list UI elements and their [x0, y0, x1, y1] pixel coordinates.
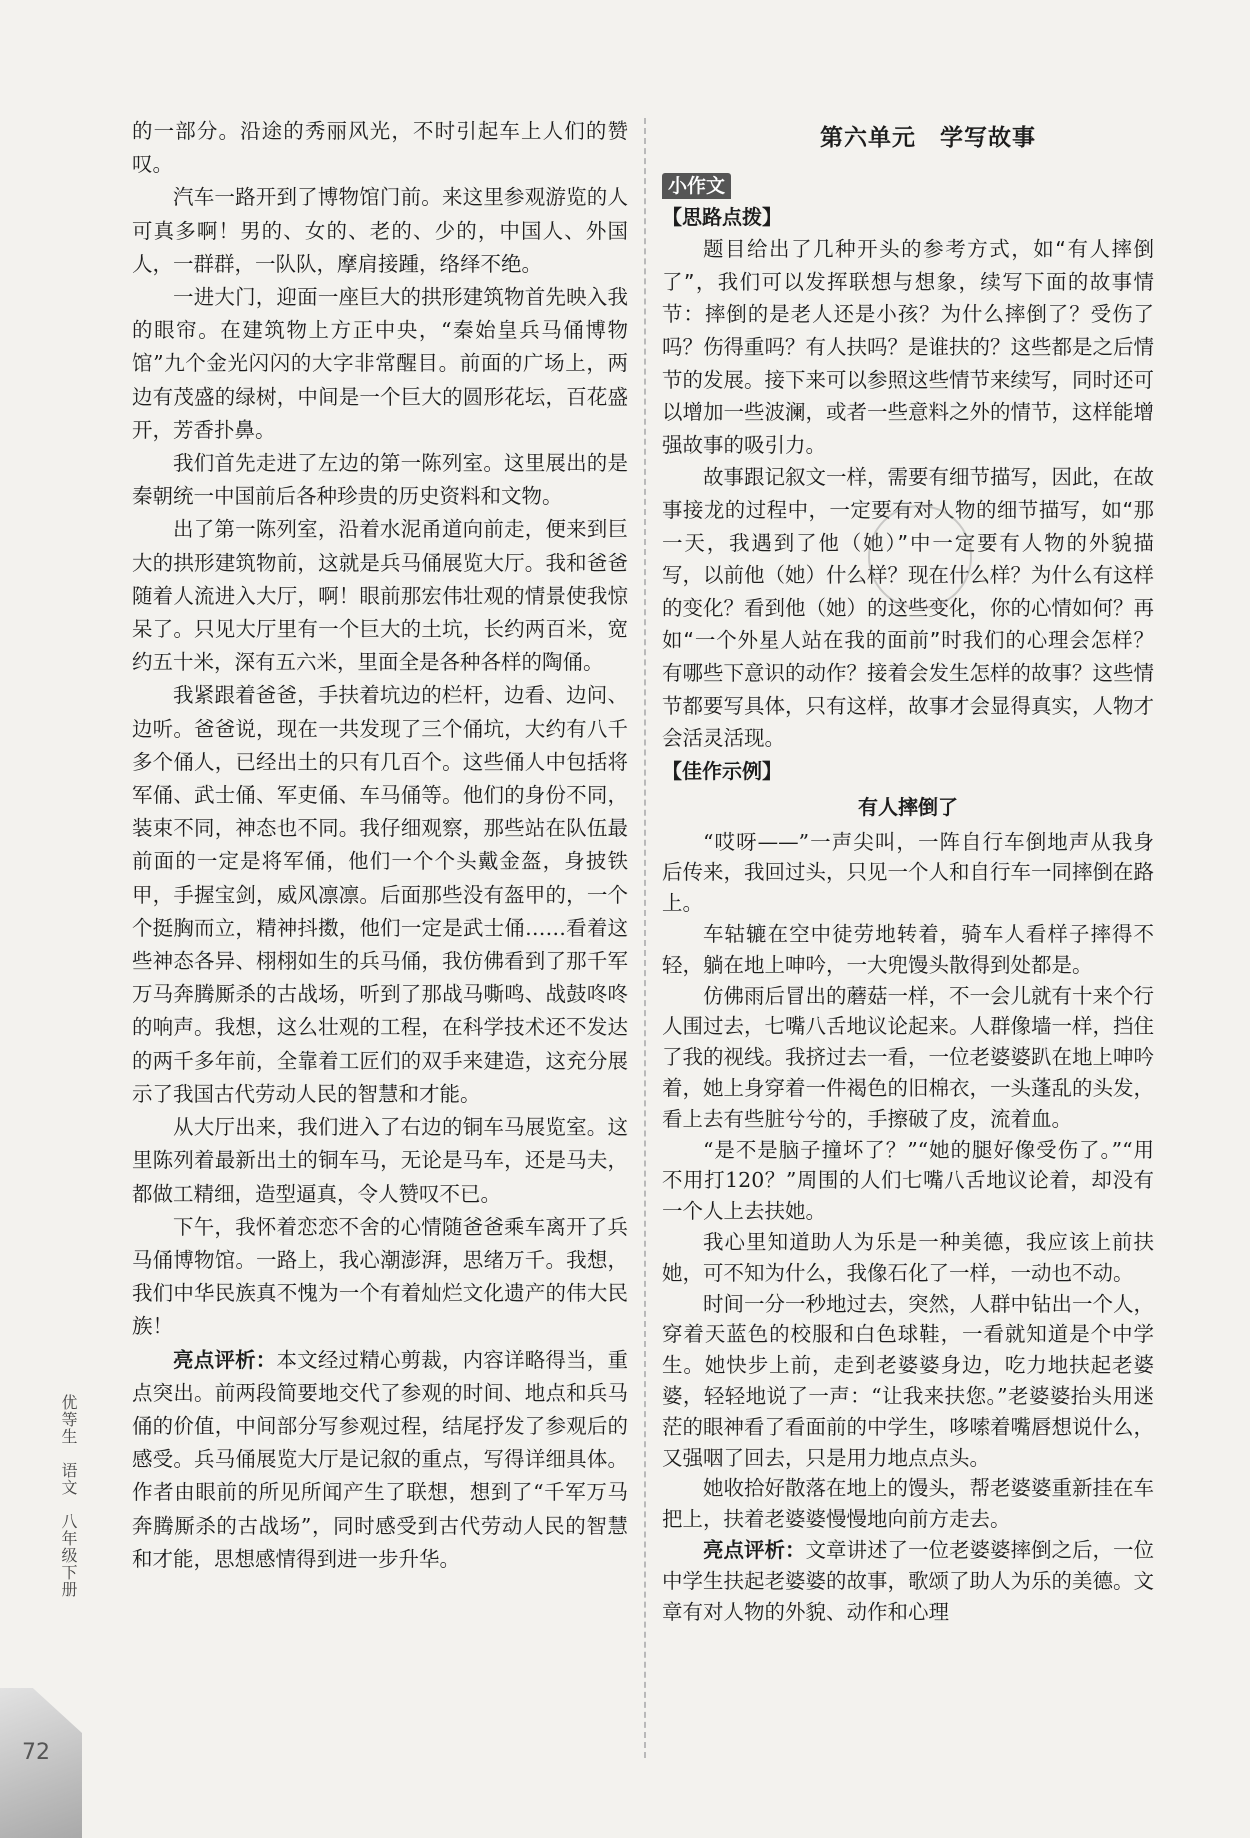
- left-paragraph: 汽车一路开到了博物馆门前。来这里参观游览的人可真多啊！男的、女的、老的、少的，中国人、外国人，一群群，一队队，摩肩接踵，络绎不绝。: [132, 185, 628, 276]
- essay-paragraph: 仿佛雨后冒出的蘑菇一样，不一会儿就有十来个行人围过去，七嘴八舌地议论起来。人群像墙一样，挡住了我的视线。我挤过去一看，一位老婆婆趴在地上呻吟着，她上身穿着一件褐色的旧棉衣，一头蓬乱的头发，看上去有些脏兮兮的，手擦破了皮，流着血。: [662, 983, 1154, 1131]
- left-paragraph: 下午，我怀着恋恋不舍的心情随爸爸乘车离开了兵马俑博物馆。一路上，我心潮澎湃，思绪万千。我想，我们中华民族真不愧为一个有着灿烂文化遗产的伟大民族！: [132, 1214, 628, 1339]
- unit-title: 第六单元 学写故事: [820, 125, 1036, 151]
- thinking-heading: 【思路点拨】: [662, 205, 782, 230]
- left-column: [132, 115, 628, 1576]
- comment-label: 亮点评析：: [173, 1347, 277, 1372]
- essay-paragraph: 她收拾好散落在地上的馒头，帮老婆婆重新挂在车把上，扶着老婆婆慢慢地向前方走去。: [662, 1476, 1154, 1532]
- comment-text: 本文经过精心剪裁，内容详略得当，重点突出。前两段简要地交代了参观的时间、地点和兵马俑的价值，中间部分写参观过程，结尾抒发了参观后的感受。兵马俑展览大厅是记叙的重点，写得详细具体。作者由眼前的所见所闻产生了联想，想到了“千军万马奔腾厮杀的古战场”，同时感受到古代劳动人民的智慧和才能，思想感情得到进一步升华。: [132, 1347, 628, 1571]
- example-heading: 【佳作示例】: [662, 758, 782, 783]
- stamp-mark: [868, 505, 972, 609]
- comment-label: 亮点评析：: [703, 1538, 806, 1563]
- thinking-paragraph: 故事跟记叙文一样，需要有细节描写，因此，在故事接龙的过程中，一定要有对人物的细节描写，如“那一天，我遇到了他（她）”中一定要有人物的外貌描写，以前他（她）什么样？现在什么样？为什么有这样的变化？看到他（她）的这些变化，你的心情如何？再如“一个外星人站在我的面前”时我们的心理会怎样？有哪些下意识的动作？接着会发生怎样的故事？这些情节都要写具体，只有这样，故事才会显得真实，人物才会活灵活现。: [662, 465, 1154, 751]
- book-series-label: 优等生 语文 八年级下册: [59, 1394, 78, 1598]
- section-badge: 小作文: [662, 173, 731, 199]
- left-paragraph: 一进大门，迎面一座巨大的拱形建筑物首先映入我的眼帘。在建筑物上方正中央，“秦始皇兵马俑博物馆”九个金光闪闪的大字非常醒目。前面的广场上，两边有茂盛的绿树，中间是一个巨大的圆形花坛，百花盛开，芳香扑鼻。: [132, 285, 628, 442]
- left-paragraph: 的一部分。沿途的秀丽风光，不时引起车上人们的赞叹。: [132, 119, 628, 177]
- thinking-paragraph: 题目给出了几种开头的参考方式，如“有人摔倒了”，我们可以发挥联想与想象，续写下面的故事情节：摔倒的是老人还是小孩？为什么摔倒了？受伤了吗？伤得重吗？有人扶吗？是谁扶的？这些都是之后情节的发展。接下来可以参照这些情节来续写，同时还可以增加一些波澜，或者一些意料之外的情节，这样能增强故事的吸引力。: [662, 237, 1154, 457]
- left-paragraph: 我们首先走进了左边的第一陈列室。这里展出的是秦朝统一中国前后各种珍贵的历史资料和文物。: [132, 451, 628, 509]
- essay-paragraph: “哎呀——”一声尖叫，一阵自行车倒地声从我身后传来，我回过头，只见一个人和自行车一同摔倒在路上。: [662, 829, 1154, 916]
- right-comment: [662, 1535, 1154, 1627]
- right-column: [662, 118, 1154, 1627]
- essay-paragraph: 车轱辘在空中徒劳地转着，骑车人看样子摔得不轻，躺在地上呻吟，一大兜馒头散得到处都是。: [662, 922, 1154, 977]
- page-number: 72: [22, 1740, 50, 1765]
- left-paragraph: 出了第一陈列室，沿着水泥甬道向前走，便来到巨大的拱形建筑物前，这就是兵马俑展览大厅。我和爸爸随着人流进入大厅，啊！眼前那宏伟壮观的情景使我惊呆了。只见大厅里有一个巨大的土坑，长约两百米，宽约五十米，深有五六米，里面全是各种各样的陶俑。: [132, 517, 628, 675]
- column-divider: [644, 118, 646, 1758]
- essay-paragraph: 时间一分一秒地过去，突然，人群中钻出一个人，穿着天蓝色的校服和白色球鞋，一看就知道是个中学生。她快步上前，走到老婆婆身边，吃力地扶起老婆婆，轻轻地说了一声：“让我来扶您。”老婆婆抬头用迷茫的眼神看了看面前的中学生，哆嗦着嘴唇想说什么，又强咽了回去，只是用力地点点头。: [662, 1291, 1154, 1470]
- left-comment: [132, 1344, 628, 1576]
- left-paragraph: 我紧跟着爸爸，手扶着坑边的栏杆，边看、边问、边听。爸爸说，现在一共发现了三个俑坑，大约有八千多个俑人，已经出土的只有几百个。这些俑人中包括将军俑、武士俑、军吏俑、车马俑等。他们的身份不同，装束不同，神态也不同。我仔细观察，那些站在队伍最前面的一定是将军俑，他们一个个头戴金盔，身披铁甲，手握宝剑，威风凛凛。后面那些没有盔甲的，一个个挺胸而立，精神抖擞，他们一定是武士俑……看着这些神态各异、栩栩如生的兵马俑，我仿佛看到了那千军万马奔腾厮杀的古战场，听到了那战马嘶鸣、战鼓咚咚的响声。我想，这么壮观的工程，在科学技术还不发达的两千多年前，全靠着工匠们的双手来建造，这充分展示了我国古代劳动人民的智慧和才能。: [132, 683, 628, 1106]
- essay-paragraph: 我心里知道助人为乐是一种美德，我应该上前扶她，可不知为什么，我像石化了一样，一动也不动。: [662, 1230, 1154, 1285]
- essay-title: 有人摔倒了: [858, 794, 958, 819]
- essay-paragraph: “是不是脑子撞坏了？”“她的腿好像受伤了。”“用不用打120？”周围的人们七嘴八舌地议论着，却没有一个人上去扶她。: [662, 1137, 1154, 1224]
- comment-text: 文章讲述了一位老婆婆摔倒之后，一位中学生扶起老婆婆的故事，歌颂了助人为乐的美德。文章有对人物的外貌、动作和心理: [662, 1538, 1154, 1624]
- left-paragraph: 从大厅出来，我们进入了右边的铜车马展览室。这里陈列着最新出土的铜车马，无论是马车，还是马夫，都做工精细，造型逼真，令人赞叹不已。: [132, 1115, 628, 1206]
